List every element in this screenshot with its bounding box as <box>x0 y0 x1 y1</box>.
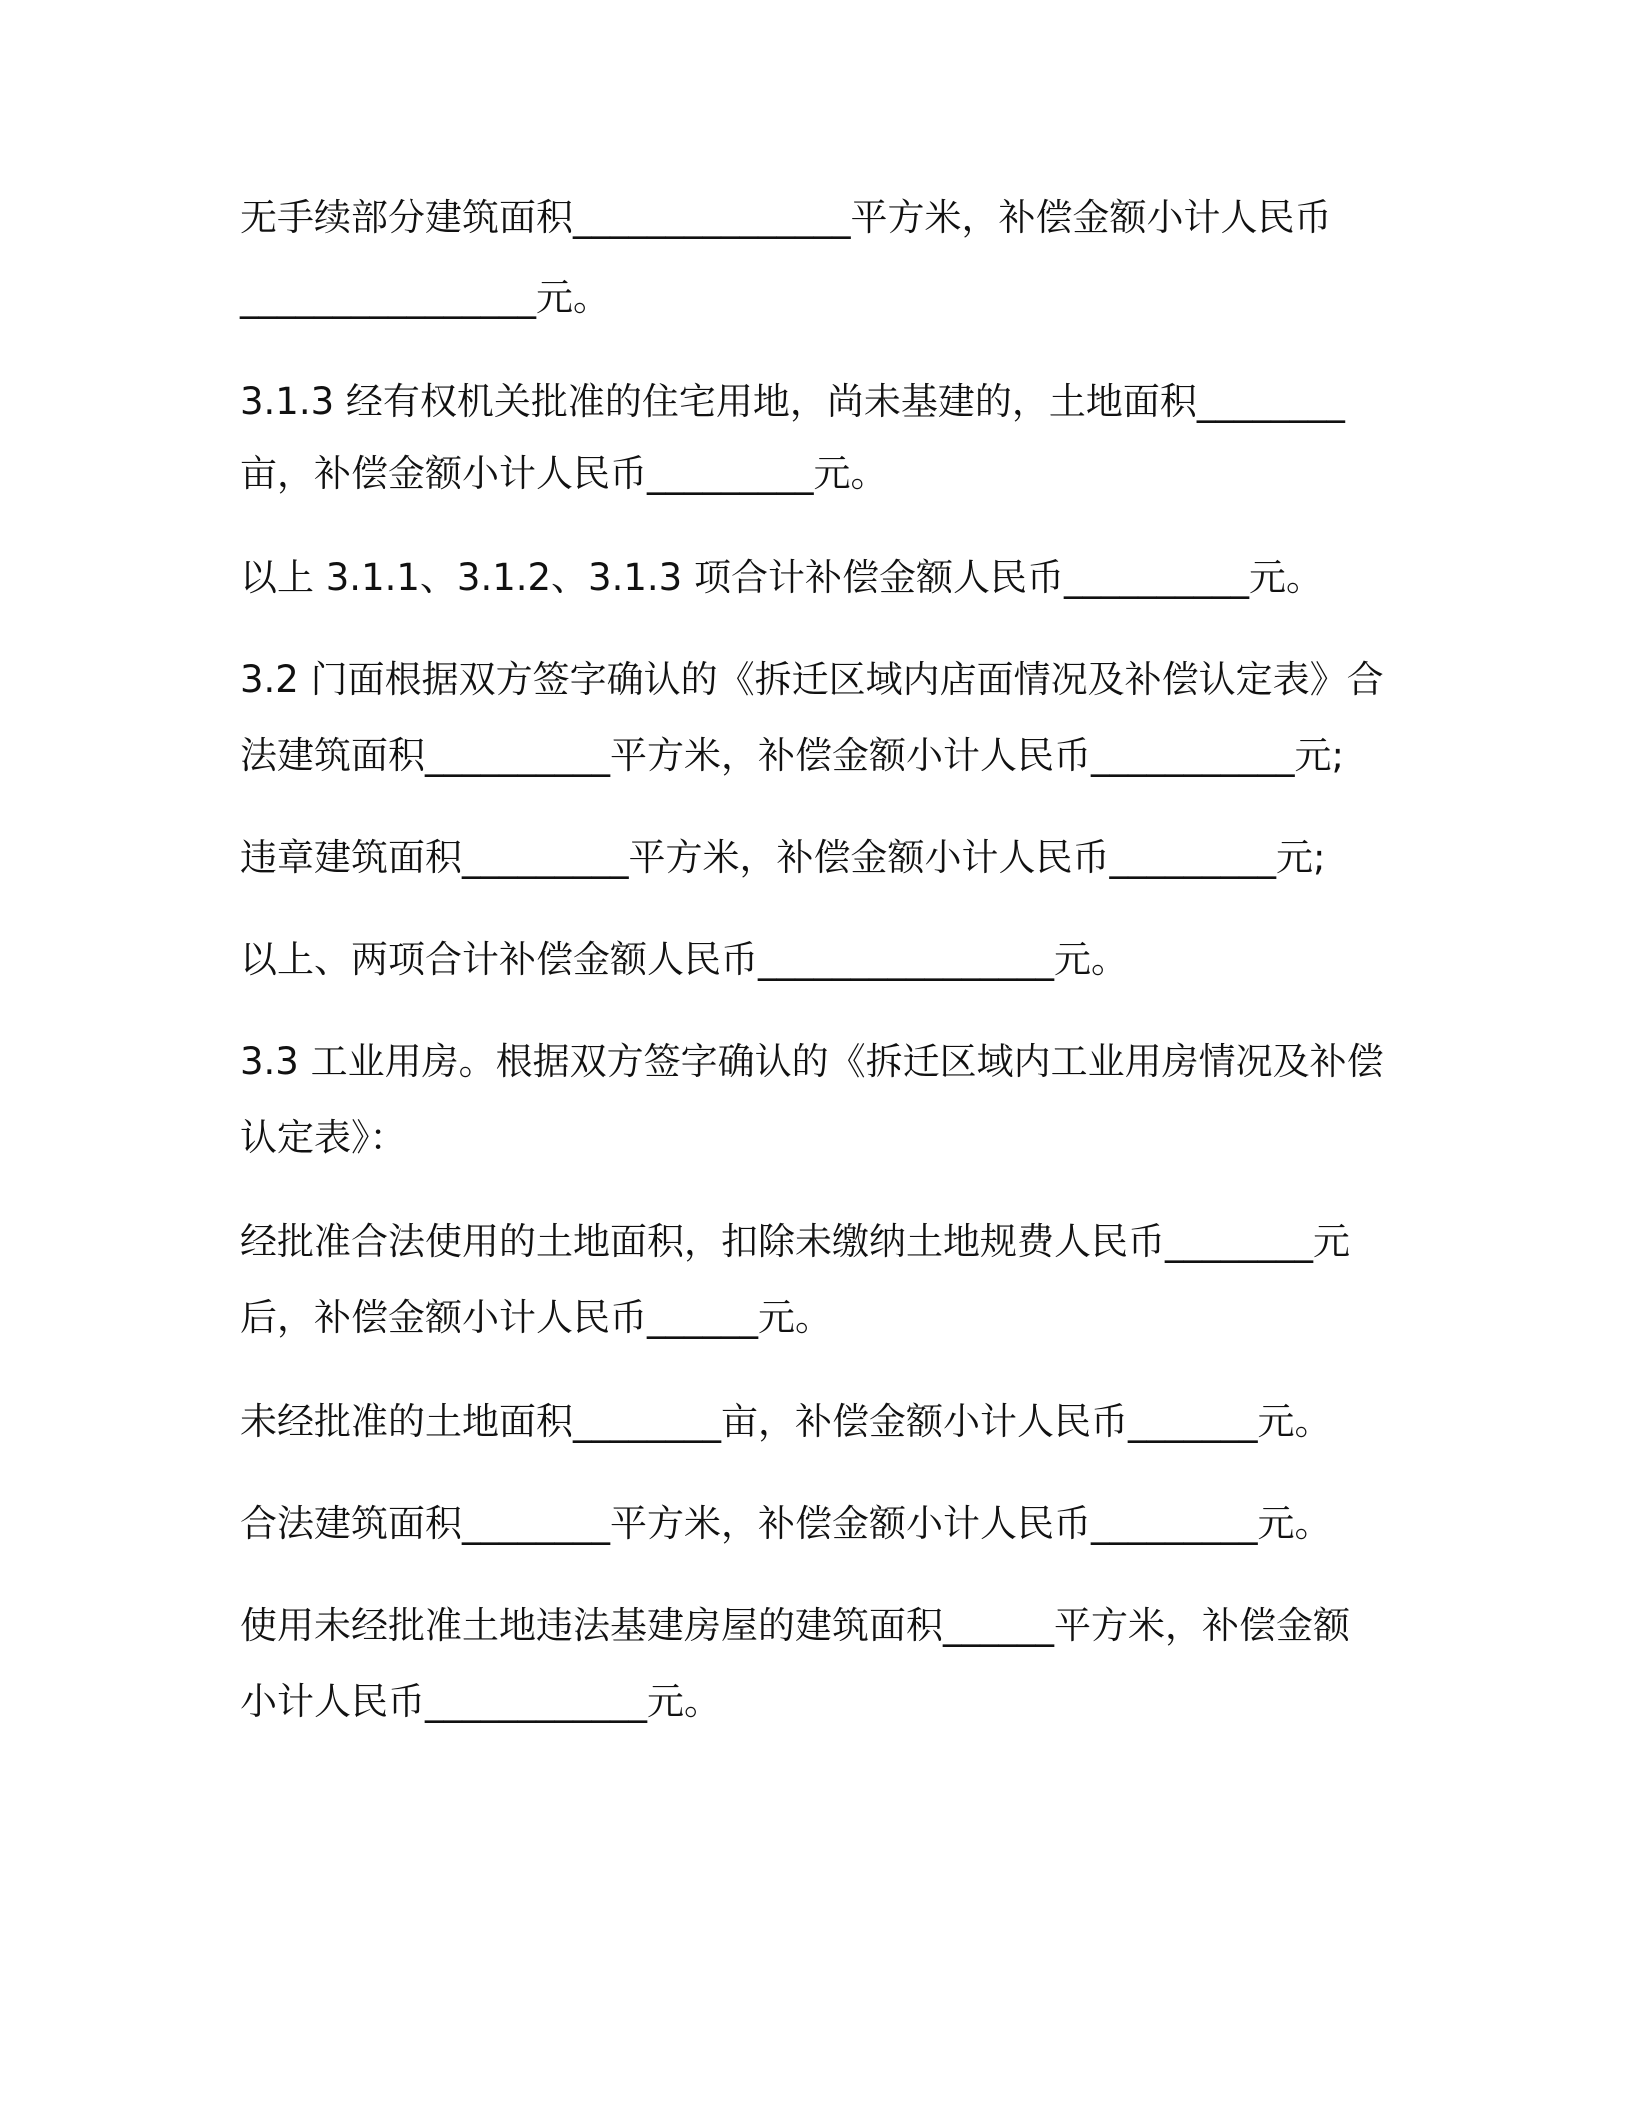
doc-line-14: 未经批准的土地面积________亩，补偿金额小计人民币_______元。 <box>240 1400 1332 1443</box>
doc-line-7: 法建筑面积__________平方米，补偿金额小计人民币___________元; <box>240 734 1344 777</box>
doc-line-2: ________________元。 <box>240 276 610 319</box>
doc-line-9: 以上、两项合计补偿金额人民币________________元。 <box>240 938 1128 981</box>
doc-line-16: 使用未经批准土地违法基建房屋的建筑面积______平方米，补偿金额 <box>240 1604 1350 1647</box>
doc-line-1: 无手续部分建筑面积_______________平方米，补偿金额小计人民币 <box>240 196 1332 239</box>
doc-line-11: 认定表》： <box>240 1116 407 1159</box>
doc-line-6: 3.2 门面根据双方签字确认的《拆迁区域内店面情况及补偿认定表》合 <box>240 658 1384 701</box>
doc-line-12: 经批准合法使用的土地面积，扣除未缴纳土地规费人民币________元 <box>240 1220 1350 1263</box>
doc-line-8: 违章建筑面积_________平方米，补偿金额小计人民币_________元; <box>240 836 1326 879</box>
doc-line-13: 后，补偿金额小计人民币______元。 <box>240 1296 832 1339</box>
doc-line-4: 亩，补偿金额小计人民币_________元。 <box>240 452 888 495</box>
doc-line-10: 3.3 工业用房。根据双方签字确认的《拆迁区域内工业用房情况及补偿 <box>240 1040 1384 1083</box>
doc-line-15: 合法建筑面积________平方米，补偿金额小计人民币_________元。 <box>240 1502 1332 1545</box>
doc-line-3: 3.1.3 经有权机关批准的住宅用地，尚未基建的，土地面积________ <box>240 380 1345 423</box>
doc-line-17: 小计人民币____________元。 <box>240 1680 721 1723</box>
doc-line-5: 以上 3.1.1、3.1.2、3.1.3 项合计补偿金额人民币__________元。 <box>240 556 1323 599</box>
